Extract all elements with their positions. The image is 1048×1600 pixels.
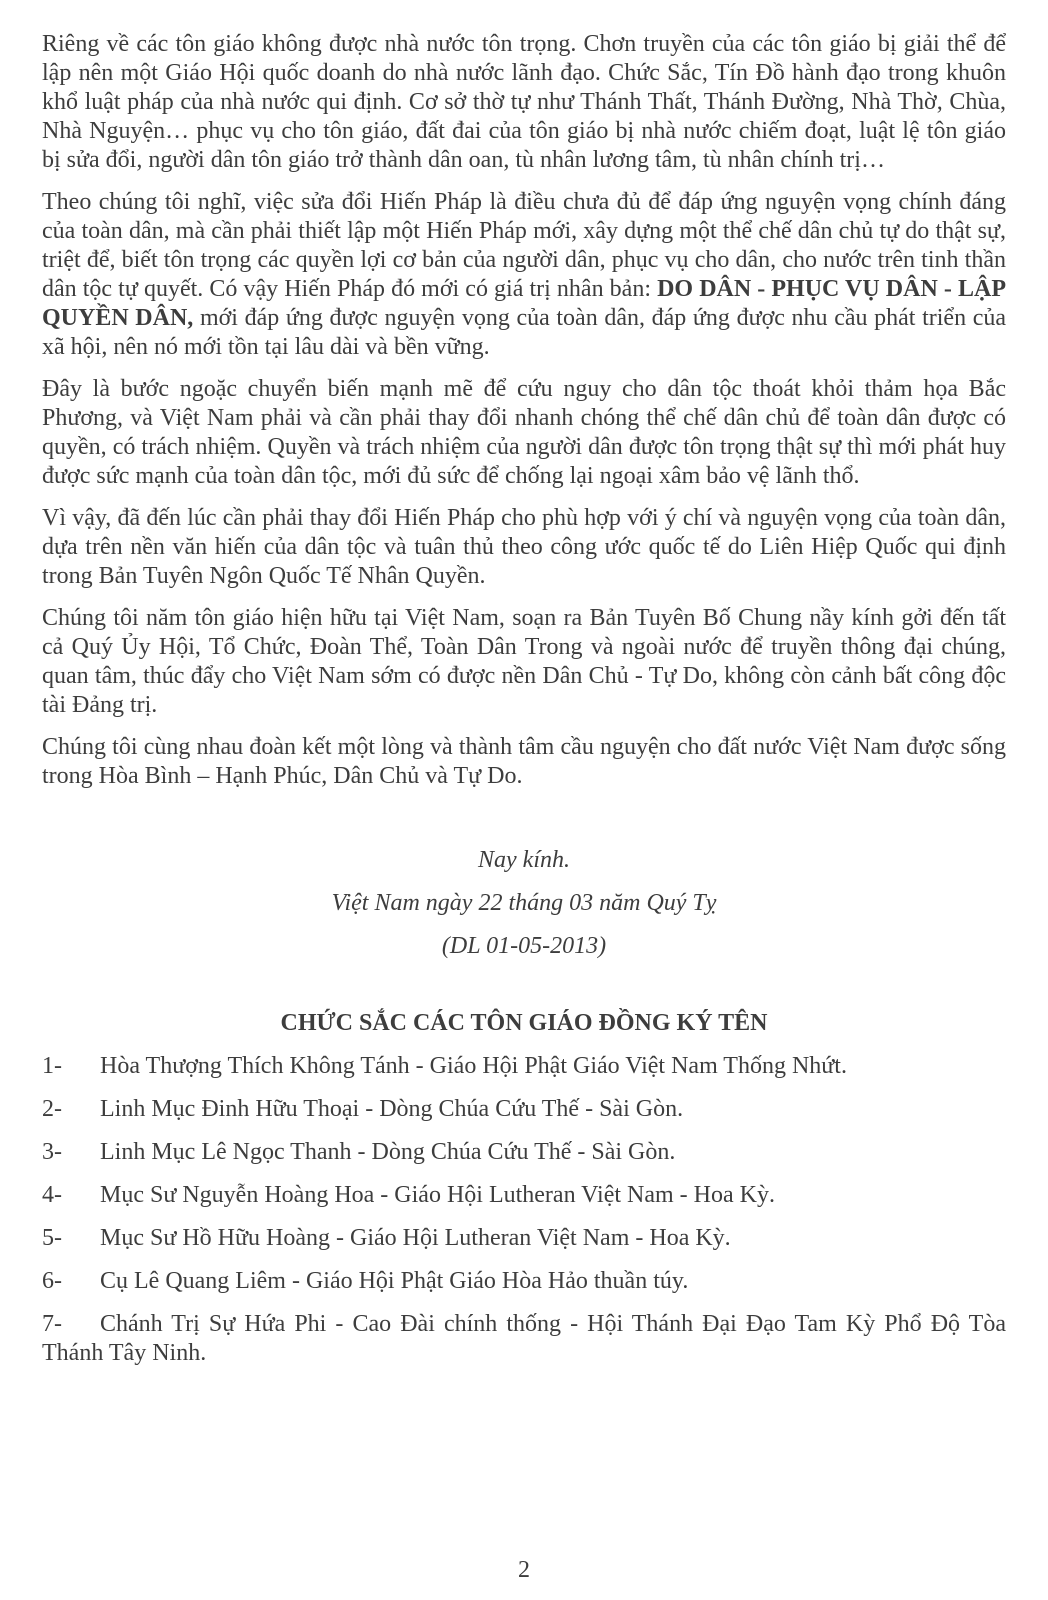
closing-block [42,846,1006,961]
signatory-item [42,1224,1006,1253]
signatory-number: 3- [42,1139,62,1165]
signatory-number: 6- [42,1268,62,1294]
closing-date-lunar: Việt Nam ngày 22 tháng 03 năm Quý Tỵ [331,890,717,916]
signatory-item [42,1310,1006,1368]
signatory-number: 5- [42,1225,62,1251]
signatory-name: Hòa Thượng Thích Không Tánh - Giáo Hội Phật Giáo Việt Nam Thống Nhứt. [100,1053,847,1079]
signatory-name: Mục Sư Nguyễn Hoàng Hoa - Giáo Hội Lutheran Việt Nam - Hoa Kỳ. [100,1182,775,1208]
signatory-number: 1- [42,1053,62,1079]
signatory-item [42,1181,1006,1210]
paragraph-text-segment: Theo chúng tôi nghĩ, việc sửa đổi Hiến Pháp là điều chưa đủ để đáp ứng nguyện vọng chính đáng của toàn dân, mà cần phải thiết lập một Hiến Pháp mới, xây dựng một thể chế dân chủ tự do thật sự, triệt để, biết tôn trọng các quyền lợi cơ bản của người dân, phục vụ cho dân, cho nước trên tinh thần dân tộc tự quyết. Có vậy Hiến Pháp đó mới có giá trị nhân bản: [42,189,1006,302]
paragraph-turning-point: Đây là bước ngoặc chuyển biến mạnh mẽ để cứu nguy cho dân tộc thoát khỏi thảm họa Bắc Phương, và Việt Nam phải và cần phải thay đổi nhanh chóng thể chế dân chủ để toàn dân được có quyền, có trách nhiệm. Quyền và trách nhiệm của người dân được tôn trọng thật sự thì mới phát huy được sức mạnh của toàn dân tộc, mới đủ sức để chống lại ngoại xâm bảo vệ lãnh thổ. [42,376,1006,489]
signatory-number: 4- [42,1182,62,1208]
signatory-name: Linh Mục Đinh Hữu Thoại - Dòng Chúa Cứu Thế - Sài Gòn. [100,1096,684,1122]
signatory-name: Linh Mục Lê Ngọc Thanh - Dòng Chúa Cứu Thế - Sài Gòn. [100,1139,676,1165]
paragraph-religion-suppression: Riêng về các tôn giáo không được nhà nước tôn trọng. Chơn truyền của các tôn giáo bị giải thể để lập nên một Giáo Hội quốc doanh do nhà nước lãnh đạo. Chức Sắc, Tín Đồ hành đạo trong khuôn khổ luật pháp của nhà nước qui định. Cơ sở thờ tự như Thánh Thất, Thánh Đường, Nhà Thờ, Chùa, Nhà Nguyện… phục vụ cho tôn giáo, đất đai của tôn giáo bị nhà nước chiếm đoạt, luật lệ tôn giáo bị sửa đổi, người dân tôn giáo trở thành dân oan, tù nhân lương tâm, tù nhân chính trị… [42,31,1006,173]
paragraph-new-constitution [42,188,1006,362]
paragraph-text-segment: mới đáp ứng được nguyện vọng của toàn dân, đáp ứng được nhu cầu phát triển của xã hội, nên nó mới tồn tại lâu dài và bền vững. [42,305,1007,360]
closing-salutation: Nay kính. [478,847,570,873]
closing-date-solar: (DL 01-05-2013) [441,933,607,959]
page-number: 2 [518,1557,530,1583]
signatory-name: Mục Sư Hồ Hữu Hoàng - Giáo Hội Lutheran Việt Nam - Hoa Kỳ. [100,1225,731,1251]
signatory-item [42,1138,1006,1167]
signatory-item [42,1052,1006,1081]
paragraph-change-constitution: Vì vậy, đã đến lúc cần phải thay đổi Hiến Pháp cho phù hợp với ý chí và nguyện vọng của toàn dân, dựa trên nền văn hiến của dân tộc và tuân thủ theo công ước quốc tế do Liên Hiệp Quốc qui định trong Bản Tuyên Ngôn Quốc Tế Nhân Quyền. [42,505,1006,589]
paragraph-unity-prayer: Chúng tôi cùng nhau đoàn kết một lòng và thành tâm cầu nguyện cho đất nước Việt Nam được sống trong Hòa Bình – Hạnh Phúc, Dân Chủ và Tự Do. [42,734,1006,789]
signatory-name: Chánh Trị Sự Hứa Phi - Cao Đài chính thống - Hội Thánh Đại Đạo Tam Kỳ Phổ Độ Tòa Thánh Tây Ninh. [42,1311,1006,1366]
signatory-item [42,1095,1006,1124]
signatory-item [42,1267,1006,1296]
signatory-number: 7- [42,1311,62,1337]
signatory-name: Cụ Lê Quang Liêm - Giáo Hội Phật Giáo Hòa Hảo thuần túy. [100,1268,689,1294]
signatory-number: 2- [42,1096,62,1122]
paragraph-five-religions-declaration: Chúng tôi năm tôn giáo hiện hữu tại Việt Nam, soạn ra Bản Tuyên Bố Chung nầy kính gởi đến tất cả Quý Ủy Hội, Tổ Chức, Đoàn Thể, Toàn Dân Trong và ngoài nước để truyền thông đại chúng, quan tâm, thúc đẩy cho Việt Nam sớm có được nền Dân Chủ - Tự Do, không còn cảnh bất công độc tài Đảng trị. [42,605,1006,718]
signatories-heading: CHỨC SẮC CÁC TÔN GIÁO ĐỒNG KÝ TÊN [280,1010,768,1036]
slogan-bold-text: DO DÂN - PHỤC VỤ DÂN - LẬP QUYỀN DÂN, [42,276,1006,331]
signatories-list [42,1052,1006,1368]
